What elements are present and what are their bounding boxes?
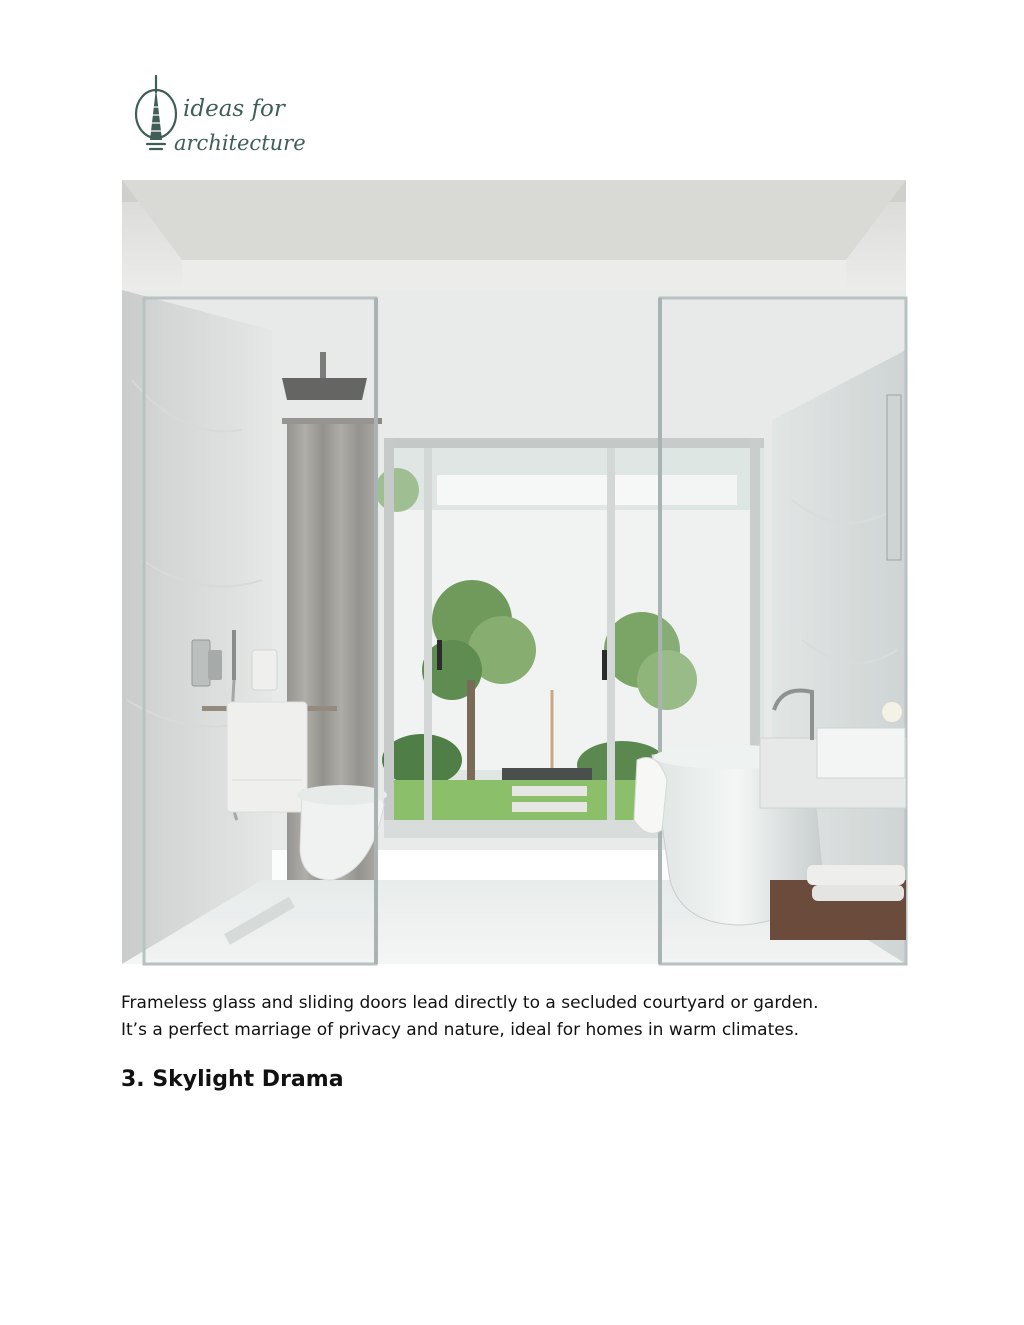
- logo-line-1: ideas for: [183, 96, 285, 122]
- section-heading: 3. Skylight Drama: [121, 1067, 344, 1092]
- logo-line-2: architecture: [174, 131, 306, 155]
- photo-caption: [121, 990, 921, 1044]
- caption-line-2: It’s a perfect marriage of privacy and nature, ideal for homes in warm climates.: [121, 1020, 799, 1040]
- caption-line-1: Frameless glass and sliding doors lead directly to a secluded courtyard or garden.: [121, 993, 819, 1013]
- tower-icon: [136, 76, 176, 149]
- brand-logo: [133, 74, 306, 156]
- bathroom-photo: [122, 180, 906, 964]
